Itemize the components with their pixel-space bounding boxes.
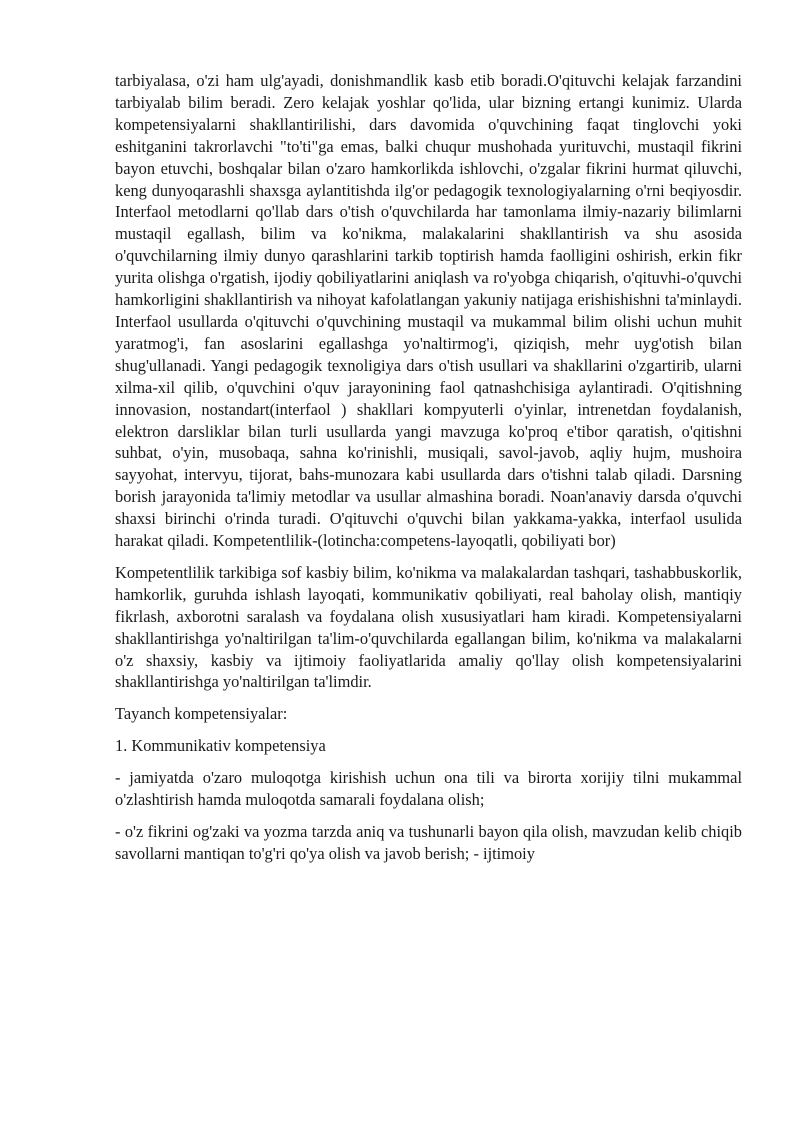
paragraph-competence-definition: Kompetentlilik tarkibiga sof kasbiy bilim, ko'nikma va malakalardan tashqari, tashabbuskorlik, hamkorlik, guruhda ishlash layoqati, kommunikativ qobiliyati, real baholay olish, mantiqiy fikrlash, axborotni saralash va foydalana olish xususiyatlari ham kiradi. Kompetensiyalarni shakllantirishga yo'naltirilgan ta'lim-o'quvchilarda egallangan bilim, ko'nikma va malakalarni o'z shaxsiy, kasbiy va ijtimoiy faoliyatlarida amaliy qo'llay olish kompetensiyalarini shakllantirishga yo'naltirilgan ta'limdir. xyxy=(115,562,742,692)
document-page xyxy=(115,70,742,875)
heading-core-competencies: Tayanch kompetensiyalar: xyxy=(115,704,288,724)
paragraph-interactive-methods: tarbiyalasa, o'zi ham ulg'ayadi, donishmandlik kasb etib boradi.O'qituvchi kelajak farzandini tarbiyalab bilim beradi. Zero kelajak yoshlar qo'lida, ular bizning ertangi kunimiz. Ularda kompetensiyalarni shakllantirilishi, dars davomida o'quvchining faqat tinglovchi yoki eshitganini takrorlavchi "to'ti"ga emas, balki chuqur mushohada yurituvchi, mustaqil fikrini bayon etuvchi, boshqalar bilan o'zaro hamkorlikda ishlovchi, o'zgalar fikrini hurmat qiluvchi, keng dunyoqarashli shaxsga aylantitishda ilg'or pedagogik texnologiyalarning o'rni beqiyosdir. Interfaol metodlarni qo'llab dars o'tish o'quvchilarda har tamonlama ilmiy-nazariy bilimlarni mustaqil egallash, bilim va ko'nikma, malakalarini shakllantirish va shu asosida o'quvchilarning ilmiy dunyo qarashlarini tarkib toptirish hamda faolligini oshirish, erkin fikr yurita olishga o'rgatish, ijodiy qobiliyatlarini aniqlash va ro'yobga chiqarish, o'qituvhi-o'quvchi hamkorligini shakllantirish va nihoyat kafolatlangan yakuniy natijaga erishishishni ta'minlaydi. Interfaol usullarda o'qituvchi o'quvchining mustaqil va mukammal bilim olishi uchun muhit yaratmog'i, fan asoslarini egallashga yo'naltirmog'i, qiziqish, mehr uyg'otish bilan shug'ullanadi. Yangi pedagogik texnoligiya dars o'tish usullari va shakllarini o'zgartirib, ularni xilma-xil qilib, o'quvchini o'quv jarayonining faol qatnashchisiga aylantiradi. O'qitishning innovasion, nostandart(interfaol ) shakllari kompyuterli o'yinlar, intrenetdan foydalanish, elektron darsliklar bilan turli usullarda yangi mavzuga ko'proq e'tibor qaratish, o'qitishni suhbat, o'yin, musobaqa, sahna ko'rinishli, musiqali, savol-javob, aqliy hujm, mushoira sayyohat, intervyu, tijorat, bahs-munozara kabi usullarda dars o'tishni talab qiladi. Darsning borish jarayonida ta'limiy metodlar va usullar almashina boradi. Noan'anaviy darsda o'quvchi shaxsi birinchi o'rinda turadi. O'qituvchi o'quvchi bilan yakkama-yakka, interfaol usulida harakat qiladi. Kompetentlilik-(lotincha:competens-layoqatli, qobiliyati bor) xyxy=(115,71,742,551)
list-item-expression-skills: - o'z fikrini og'zaki va yozma tarzda aniq va tushunarli bayon qila olish, mavzudan kelib chiqib savollarni mantiqan to'g'ri qo'ya olish va javob berish; - ijtimoiy xyxy=(115,822,742,863)
list-item-language-skills: - jamiyatda o'zaro muloqotga kirishish uchun ona tili va birorta xorijiy tilni mukammal o'zlashtirish hamda muloqotda samarali foydalana olish; xyxy=(115,768,742,810)
list-item-communicative-competence: 1. Kommunikativ kompetensiya xyxy=(115,736,326,756)
